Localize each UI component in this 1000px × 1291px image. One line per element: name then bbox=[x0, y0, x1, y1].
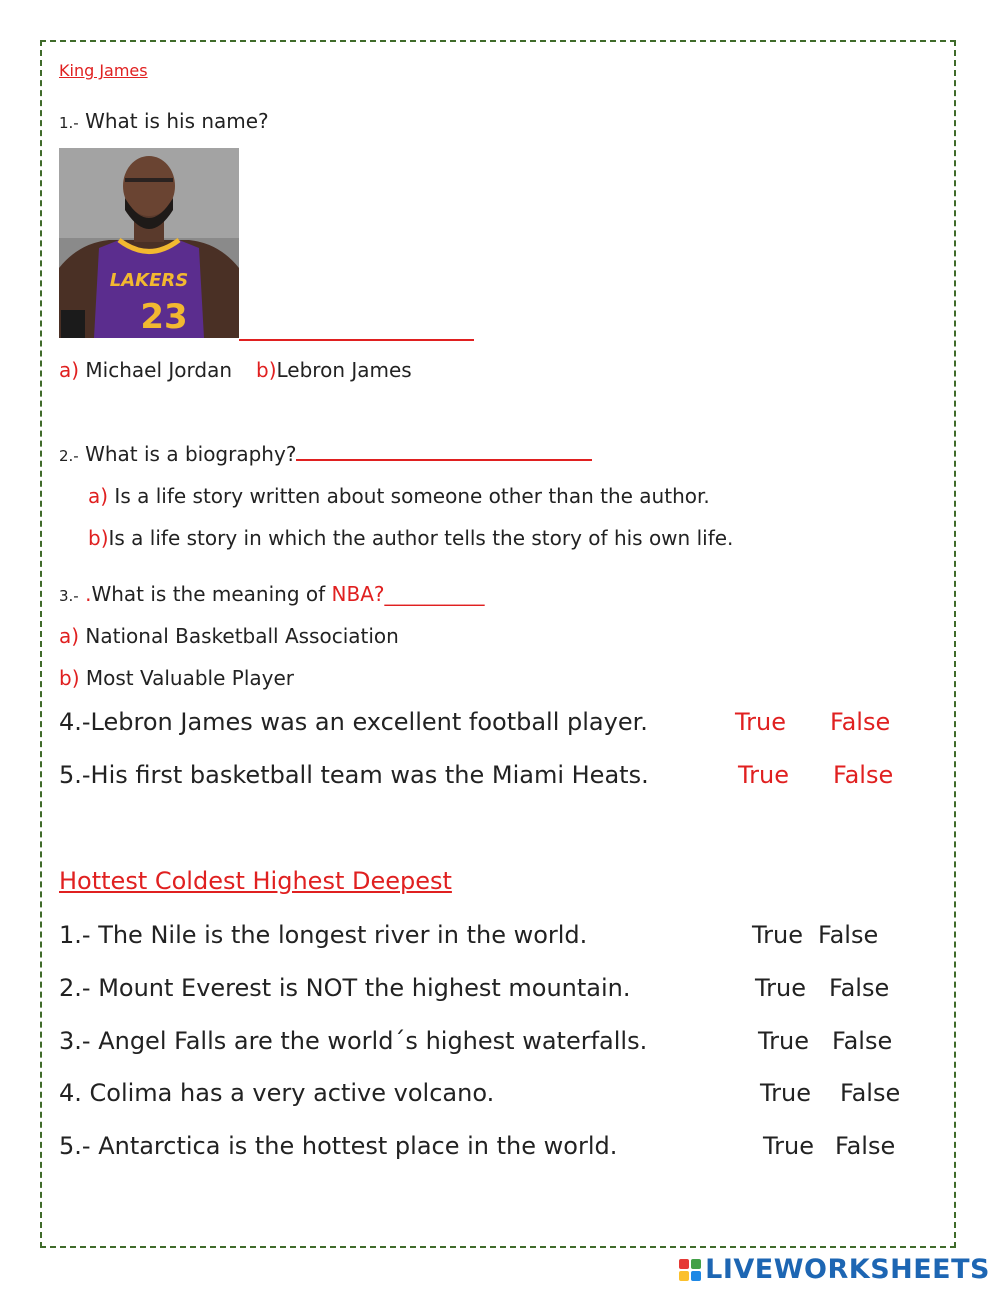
question-3-option-a[interactable] bbox=[59, 624, 399, 648]
logo-mark-icon bbox=[679, 1259, 701, 1281]
question-2-option-b[interactable] bbox=[88, 526, 733, 550]
statement-5-true[interactable]: True bbox=[738, 761, 789, 789]
s2-statement-3-false[interactable]: False bbox=[832, 1027, 893, 1055]
s2-statement-2-false[interactable]: False bbox=[829, 974, 890, 1002]
question-2-number: 2.- bbox=[59, 447, 79, 465]
statement-4: 4.-Lebron James was an excellent football player. bbox=[59, 708, 648, 736]
question-3 bbox=[59, 582, 485, 606]
s2-statement-5-true[interactable]: True bbox=[763, 1132, 814, 1160]
option-b-letter: b) bbox=[88, 526, 109, 550]
question-3-answer-line[interactable]: __________ bbox=[384, 582, 485, 606]
option-a-text: Is a life story written about someone other than the author. bbox=[108, 484, 710, 508]
s2-statement-5: 5.- Antarctica is the hottest place in the world. bbox=[59, 1132, 618, 1160]
question-2-text: What is a biography? bbox=[78, 442, 297, 466]
question-3-dot: . bbox=[78, 582, 92, 606]
logo-text: LIVEWORKSHEETS bbox=[705, 1254, 990, 1285]
s2-statement-3: 3.- Angel Falls are the world´s highest waterfalls. bbox=[59, 1027, 648, 1055]
statement-5-false[interactable]: False bbox=[833, 761, 894, 789]
option-b-text: Is a life story in which the author tells the story of his own life. bbox=[108, 526, 734, 550]
s2-statement-4-true[interactable]: True bbox=[760, 1079, 811, 1107]
section-2-heading: Hottest Coldest Highest Deepest bbox=[59, 867, 452, 895]
option-a-text[interactable]: Michael Jordan bbox=[79, 358, 233, 382]
option-b-letter: b) bbox=[59, 666, 80, 690]
s2-statement-2: 2.- Mount Everest is NOT the highest mountain. bbox=[59, 974, 631, 1002]
lebron-photo bbox=[59, 148, 239, 338]
question-1 bbox=[59, 109, 269, 133]
question-2 bbox=[59, 442, 592, 466]
s2-statement-4-false[interactable]: False bbox=[840, 1079, 901, 1107]
player-illustration bbox=[59, 148, 239, 338]
s2-statement-4: 4. Colima has a very active volcano. bbox=[59, 1079, 495, 1107]
question-3-highlight: NBA? bbox=[331, 582, 385, 606]
statement-5: 5.-His first basketball team was the Miami Heats. bbox=[59, 761, 649, 789]
question-3-option-b[interactable] bbox=[59, 666, 294, 690]
s2-statement-5-false[interactable]: False bbox=[835, 1132, 896, 1160]
statement-4-true[interactable]: True bbox=[735, 708, 786, 736]
option-a-letter: a) bbox=[59, 624, 80, 648]
s2-statement-1-true[interactable]: True bbox=[752, 921, 803, 949]
option-a-text: National Basketball Association bbox=[79, 624, 399, 648]
question-1-options bbox=[59, 358, 412, 382]
question-2-answer-line[interactable] bbox=[296, 445, 592, 461]
option-a-letter: a) bbox=[88, 484, 109, 508]
question-1-answer-line[interactable] bbox=[239, 323, 474, 345]
option-b-letter: b) bbox=[256, 358, 277, 382]
option-a-letter: a) bbox=[59, 358, 80, 382]
s2-statement-3-true[interactable]: True bbox=[758, 1027, 809, 1055]
s2-statement-1-false[interactable]: False bbox=[818, 921, 879, 949]
question-3-text: What is the meaning of bbox=[91, 582, 332, 606]
jersey-number: 23 bbox=[140, 297, 188, 337]
option-b-text: Most Valuable Player bbox=[79, 666, 294, 690]
question-3-number: 3.- bbox=[59, 587, 79, 605]
liveworksheets-logo bbox=[679, 1254, 990, 1285]
jersey-text: LAKERS bbox=[109, 270, 189, 291]
statement-4-false[interactable]: False bbox=[830, 708, 891, 736]
s2-statement-2-true[interactable]: True bbox=[755, 974, 806, 1002]
worksheet-title: King James bbox=[59, 61, 148, 80]
question-1-number: 1.- bbox=[59, 114, 79, 132]
question-2-option-a[interactable] bbox=[88, 484, 710, 508]
option-b-text[interactable]: Lebron James bbox=[276, 358, 412, 382]
s2-statement-1: 1.- The Nile is the longest river in the world. bbox=[59, 921, 588, 949]
question-1-text: What is his name? bbox=[78, 109, 269, 133]
